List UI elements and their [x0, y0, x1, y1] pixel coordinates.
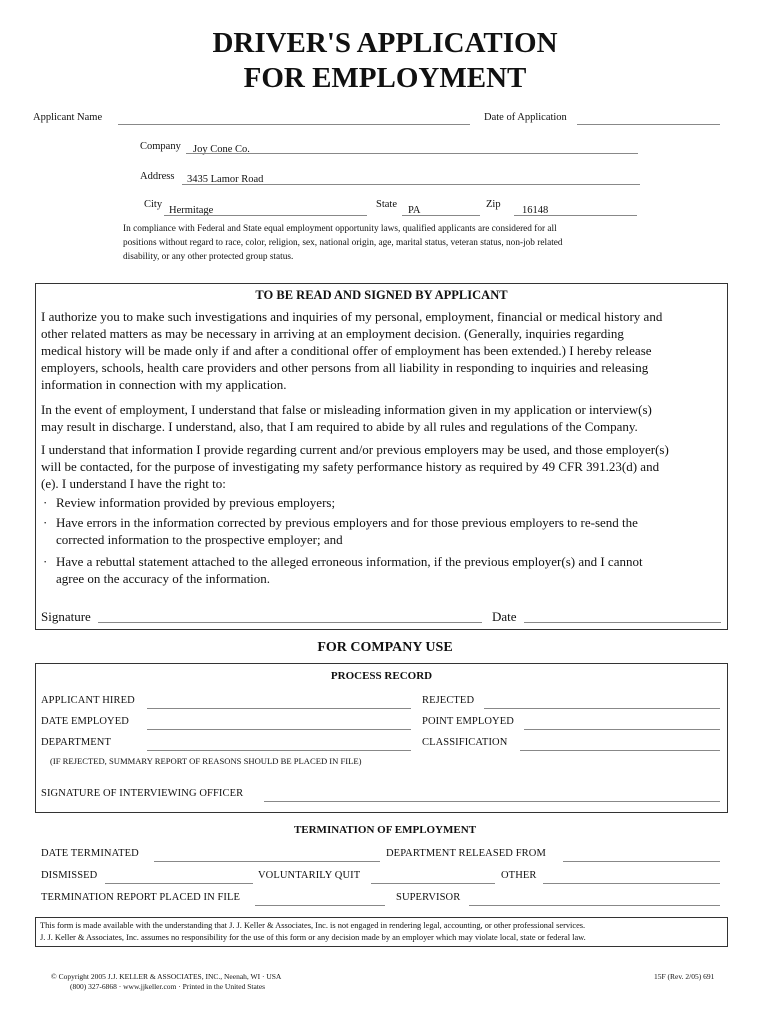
signature-label: Signature: [41, 609, 91, 624]
date-employed-label: DATE EMPLOYED: [41, 716, 129, 727]
paragraph-line: will be contacted, for the purpose of investigating my safety performance history as required by 49 CFR 391.23(d) and: [41, 459, 660, 474]
eeo-line: positions without regard to race, color, religion, sex, national origin, age, marital status, veteran status, non-job related: [123, 238, 563, 248]
paragraph-line: employers, schools, health care providers and other persons from all liability in responding to inquiries and releasing: [41, 360, 649, 375]
authorization-heading: TO BE READ AND SIGNED BY APPLICANT: [255, 288, 508, 302]
dismissed-field[interactable]: [105, 883, 253, 884]
dismissed-label: DISMISSED: [41, 870, 98, 881]
authorization-paragraph-1: [41, 308, 726, 393]
company-field[interactable]: [186, 153, 638, 154]
bullet-line: Have a rebuttal statement attached to the alleged erroneous information, if the previous employer(s) and I cannot: [56, 554, 643, 569]
interviewing-officer-label: SIGNATURE OF INTERVIEWING OFFICER: [41, 788, 244, 799]
address-field[interactable]: [182, 184, 640, 185]
signature-field[interactable]: [98, 622, 482, 623]
rejected-label: REJECTED: [422, 695, 475, 706]
date-terminated-field[interactable]: [154, 861, 380, 862]
applicant-hired-label: APPLICANT HIRED: [41, 695, 135, 706]
paragraph-line: (e). I understand I have the right to:: [41, 476, 226, 491]
company-label: Company: [140, 141, 181, 152]
point-employed-field[interactable]: [524, 729, 720, 730]
bullet-glyph: ·: [43, 515, 48, 530]
state-value: PA: [408, 205, 421, 216]
classification-label: CLASSIFICATION: [422, 737, 508, 748]
process-record-heading: PROCESS RECORD: [330, 670, 433, 682]
other-field[interactable]: [543, 883, 720, 884]
bullet-glyph: ·: [43, 554, 48, 569]
rejection-note: (IF REJECTED, SUMMARY REPORT OF REASONS SHOULD BE PLACED IN FILE): [50, 756, 362, 766]
state-label: State: [376, 199, 397, 210]
form-title-line2: FOR EMPLOYMENT: [243, 62, 527, 94]
applicant-name-field[interactable]: [118, 124, 470, 125]
form-code: 15F (Rev. 2/05) 691: [654, 972, 715, 981]
state-field[interactable]: [402, 215, 480, 216]
supervisor-label: SUPERVISOR: [396, 892, 461, 903]
authorization-paragraph-3: [41, 441, 726, 492]
point-employed-label: POINT EMPLOYED: [422, 716, 514, 727]
eeo-line: disability, or any other protected group status.: [123, 252, 294, 262]
termination-report-label: TERMINATION REPORT PLACED IN FILE: [41, 892, 241, 903]
right-bullet-1: [56, 494, 726, 511]
city-label: City: [144, 199, 163, 210]
applicant-hired-field[interactable]: [147, 708, 411, 709]
zip-field[interactable]: [514, 215, 637, 216]
other-label: OTHER: [501, 870, 537, 881]
bullet-line: Have errors in the information corrected by previous employers and for those previous employers to re-send the: [56, 515, 638, 530]
eeo-compliance-text: [123, 222, 683, 264]
termination-heading: TERMINATION OF EMPLOYMENT: [293, 824, 477, 836]
signature-date-label: Date: [492, 609, 517, 624]
eeo-line: In compliance with Federal and State equal employment opportunity laws, qualified applicants are considered for all: [123, 224, 557, 234]
paragraph-line: information in connection with my application.: [41, 377, 287, 392]
date-terminated-label: DATE TERMINATED: [41, 848, 139, 859]
termination-report-field[interactable]: [255, 905, 385, 906]
address-value: 3435 Lamor Road: [187, 174, 264, 185]
company-value: Joy Cone Co.: [193, 144, 250, 155]
bullet-line: Review information provided by previous employers;: [56, 495, 336, 510]
copyright-text: © Copyright 2005 J.J. KELLER & ASSOCIATES, INC., Neenah, WI · USA: [51, 972, 282, 981]
voluntarily-quit-field[interactable]: [371, 883, 495, 884]
disclaimer-line: This form is made available with the understanding that J. J. Keller & Associates, Inc. is not engaged in rendering legal, accounting, or other professional services.: [40, 921, 586, 930]
bullet-glyph: ·: [43, 495, 48, 510]
right-bullet-2: [56, 514, 726, 548]
paragraph-line: may result in discharge. I understand, also, that I am required to abide by all rules and regulations of the Company.: [41, 419, 638, 434]
paragraph-line: medical history will be made only if and after a conditional offer of employment has been extended.) I hereby release: [41, 343, 652, 358]
zip-label: Zip: [486, 199, 501, 210]
department-released-field[interactable]: [563, 861, 720, 862]
applicant-name-label: Applicant Name: [33, 112, 103, 123]
company-use-heading: FOR COMPANY USE: [317, 640, 453, 655]
city-value: Hermitage: [169, 205, 214, 216]
rejected-field[interactable]: [484, 708, 720, 709]
department-label: DEPARTMENT: [41, 737, 111, 748]
classification-field[interactable]: [520, 750, 720, 751]
zip-value: 16148: [522, 205, 549, 216]
authorization-paragraph-2: [41, 401, 726, 435]
paragraph-line: In the event of employment, I understand that false or misleading information given in my application or interview(s): [41, 402, 652, 417]
paragraph-line: I understand that information I provide regarding current and/or previous employers may be used, and those employer(s): [41, 442, 669, 457]
department-released-label: DEPARTMENT RELEASED FROM: [386, 848, 546, 859]
right-bullet-3: [56, 553, 726, 587]
department-field[interactable]: [147, 750, 411, 751]
paragraph-line: I authorize you to make such investigations and inquiries of my personal, employment, financial or medical history and: [41, 309, 663, 324]
form-title-line1: DRIVER'S APPLICATION: [212, 27, 558, 59]
bullet-line: corrected information to the prospective employer; and: [56, 532, 343, 547]
date-of-application-field[interactable]: [577, 124, 720, 125]
disclaimer-line: J. J. Keller & Associates, Inc. assumes no responsibility for the use of this form or any decision made by an employer which may violate local, state or federal law.: [40, 933, 586, 942]
city-field[interactable]: [164, 215, 367, 216]
address-label: Address: [140, 171, 175, 182]
date-employed-field[interactable]: [147, 729, 411, 730]
supervisor-field[interactable]: [469, 905, 720, 906]
bullet-line: agree on the accuracy of the information.: [56, 571, 271, 586]
voluntarily-quit-label: VOLUNTARILY QUIT: [258, 870, 361, 881]
disclaimer-text: [40, 920, 725, 944]
interviewing-officer-field[interactable]: [264, 801, 720, 802]
date-of-application-label: Date of Application: [484, 112, 567, 123]
signature-date-field[interactable]: [524, 622, 721, 623]
contact-text: (800) 327-6868 · www.jjkeller.com · Printed in the United States: [70, 982, 266, 991]
paragraph-line: other related matters as may be necessary in arriving at an employment decision. (Generally, inquiries regarding: [41, 326, 624, 341]
